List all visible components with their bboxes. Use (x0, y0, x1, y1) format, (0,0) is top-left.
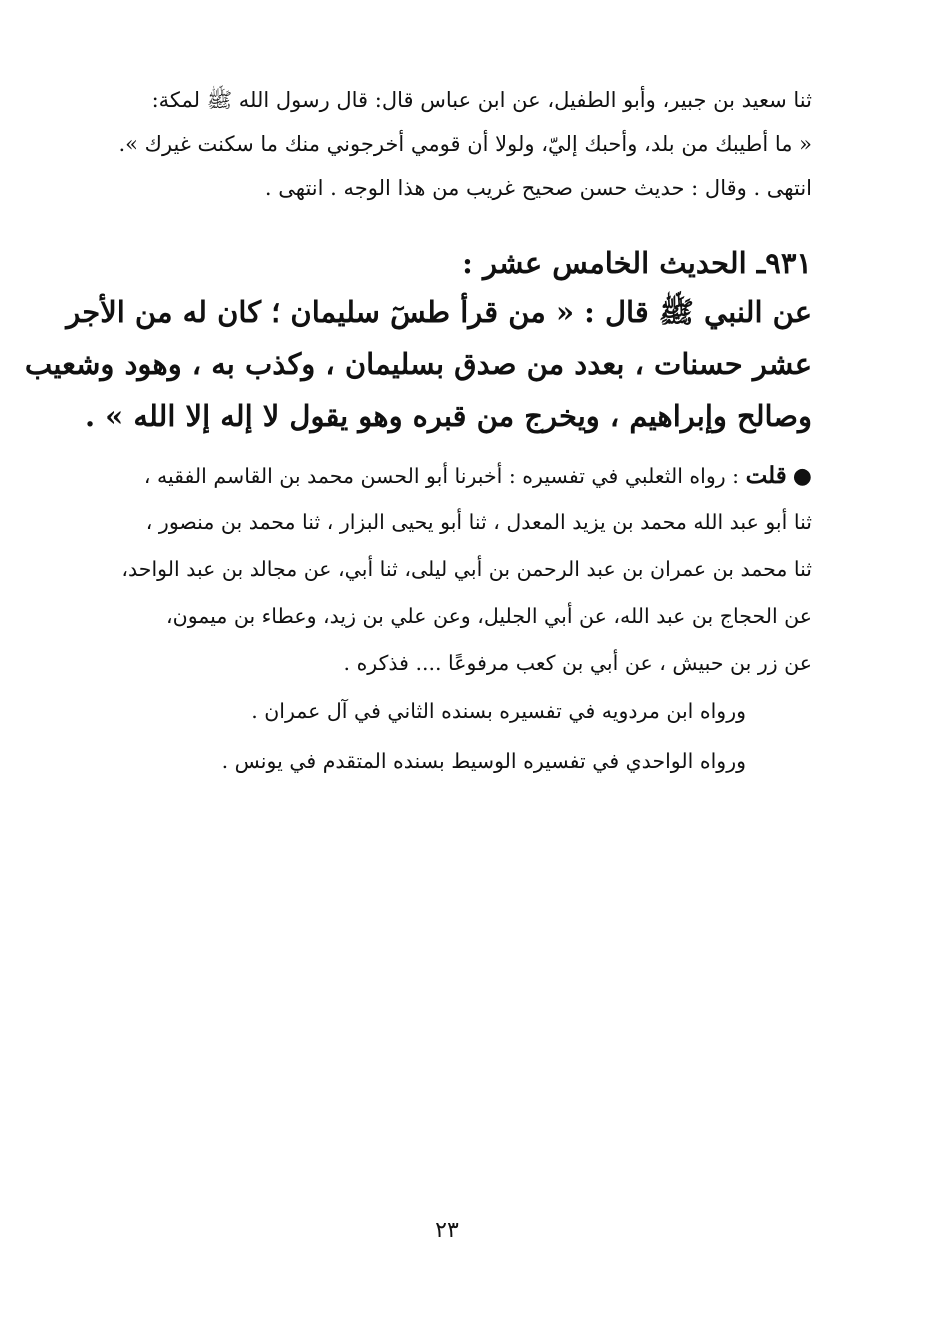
hadith-line: عشر حسنات ، بعدد من صدق بسليمان ، وكذب به ، وهود وشعيب (24, 347, 812, 381)
commentary-line: ثنا أبو عبد الله محمد بن يزيد المعدل ، ثنا أبو يحيى البزار ، ثنا محمد بن منصور ، (145, 510, 812, 534)
commentary-line: ثنا محمد بن عمران بن عبد الرحمن بن أبي ليلى، ثنا أبي، عن مجالد بن عبد الواحد، (121, 557, 812, 581)
page-number: ٢٣ (435, 1218, 459, 1243)
narration-line: ورواه الواحدي في تفسيره الوسيط بسنده المتقدم في يونس . (221, 749, 746, 773)
commentary-first-line (122, 452, 812, 499)
hadith-heading: ٩٣١ـ الحديث الخامس عشر : (462, 246, 812, 280)
commentary-text: : رواه الثعلبي في تفسيره : أخبرنا أبو الحسن محمد بن القاسم الفقيه ، (143, 464, 746, 488)
commentary-section (122, 452, 812, 687)
previous-hadith-continuation (118, 78, 812, 210)
hadith-section (24, 240, 812, 442)
hadith-text (24, 286, 812, 442)
additional-narrations (126, 686, 746, 786)
hadith-line: عن النبي ﷺ قال : « من قرأ طسٓ سليمان ؛ كان له من الأجر (66, 295, 812, 329)
commentary-line: عن زر بن حبيش ، عن أبي بن كعب مرفوعًا .... فذكره . (343, 651, 812, 675)
text-line: « ما أطيبك من بلد، وأحبك إليّ، ولولا أن قومي أخرجوني منك ما سكنت غيرك ». (118, 132, 812, 156)
narration-line: ورواه ابن مردويه في تفسيره بسنده الثاني في آل عمران . (251, 699, 746, 723)
bullet-icon: ● (792, 464, 812, 489)
hadith-line: وصالح وإبراهيم ، ويخرج من قبره وهو يقول لا إله إلا الله » . (84, 399, 812, 433)
commentary-label: قلت (745, 462, 787, 489)
text-line: انتهى . وقال : حديث حسن صحيح غريب من هذا الوجه . انتهى . (264, 176, 812, 200)
commentary-line: عن الحجاج بن عبد الله، عن أبي الجليل، وعن علي بن زيد، وعطاء بن ميمون، (166, 604, 812, 628)
text-line: ثنا سعيد بن جبير، وأبو الطفيل، عن ابن عباس قال: قال رسول الله ﷺ لمكة: (151, 88, 812, 112)
